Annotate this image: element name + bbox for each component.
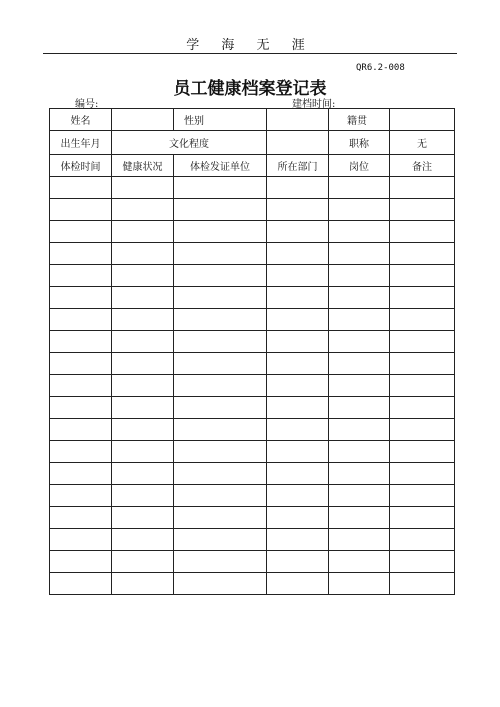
column-header: 备注	[390, 155, 455, 177]
table-row	[50, 265, 455, 287]
table-cell[interactable]	[50, 573, 112, 595]
table-cell[interactable]	[329, 419, 390, 441]
table-cell[interactable]	[112, 331, 174, 353]
table-cell[interactable]	[174, 243, 267, 265]
table-cell[interactable]	[50, 243, 112, 265]
table-cell[interactable]	[267, 265, 329, 287]
table-cell[interactable]	[112, 529, 174, 551]
column-header: 健康状况	[112, 155, 174, 177]
table-cell[interactable]	[329, 331, 390, 353]
table-cell[interactable]	[329, 397, 390, 419]
table-cell[interactable]	[390, 507, 455, 529]
table-cell[interactable]	[390, 331, 455, 353]
table-row-education-info	[50, 131, 455, 155]
table-row	[50, 331, 455, 353]
table-cell[interactable]	[174, 199, 267, 221]
table-cell[interactable]	[50, 199, 112, 221]
record-date-label: 建档时间:	[292, 99, 336, 110]
table-row	[50, 485, 455, 507]
table-cell[interactable]	[50, 507, 112, 529]
table-cell[interactable]	[50, 353, 112, 375]
table-cell[interactable]	[329, 507, 390, 529]
table-cell[interactable]	[267, 529, 329, 551]
table-cell[interactable]	[112, 551, 174, 573]
table-row	[50, 309, 455, 331]
table-cell[interactable]	[267, 463, 329, 485]
table-cell[interactable]	[50, 331, 112, 353]
table-cell[interactable]	[112, 441, 174, 463]
table-cell[interactable]	[112, 199, 174, 221]
table-cell[interactable]	[174, 309, 267, 331]
table-row	[50, 375, 455, 397]
birth-label: 出生年月	[50, 131, 112, 155]
table-cell[interactable]	[329, 463, 390, 485]
page-header-text: 学 海 无 涯	[186, 38, 314, 53]
table-cell[interactable]	[50, 287, 112, 309]
table-cell[interactable]	[390, 243, 455, 265]
table-cell[interactable]	[267, 221, 329, 243]
table-cell[interactable]	[112, 221, 174, 243]
table-cell[interactable]	[174, 287, 267, 309]
table-row	[50, 419, 455, 441]
table-cell[interactable]	[174, 353, 267, 375]
origin-value-cell[interactable]	[390, 109, 455, 131]
table-cell[interactable]	[174, 331, 267, 353]
table-cell[interactable]	[329, 375, 390, 397]
title-value: 无	[390, 131, 455, 155]
table-cell[interactable]	[390, 309, 455, 331]
table-cell[interactable]	[329, 287, 390, 309]
table-cell[interactable]	[267, 419, 329, 441]
table-row	[50, 529, 455, 551]
title-label: 职称	[329, 131, 390, 155]
table-row-column-headers	[50, 155, 455, 177]
table-cell[interactable]	[50, 397, 112, 419]
table-cell[interactable]	[390, 485, 455, 507]
table-cell[interactable]	[329, 199, 390, 221]
table-cell[interactable]	[112, 419, 174, 441]
table-cell[interactable]	[329, 243, 390, 265]
name-label: 姓名	[50, 109, 112, 131]
table-cell[interactable]	[112, 309, 174, 331]
table-row	[50, 573, 455, 595]
table-cell[interactable]	[112, 265, 174, 287]
table-cell[interactable]	[112, 353, 174, 375]
column-header: 所在部门	[267, 155, 329, 177]
table-cell[interactable]	[50, 265, 112, 287]
table-cell[interactable]	[329, 177, 390, 199]
table-cell[interactable]	[174, 573, 267, 595]
table-cell[interactable]	[390, 551, 455, 573]
table-row	[50, 463, 455, 485]
table-cell[interactable]	[50, 463, 112, 485]
table-cell[interactable]	[50, 441, 112, 463]
table-cell[interactable]	[390, 397, 455, 419]
table-cell[interactable]	[50, 529, 112, 551]
table-cell[interactable]	[174, 419, 267, 441]
table-cell[interactable]	[112, 243, 174, 265]
table-cell[interactable]	[174, 551, 267, 573]
table-cell[interactable]	[329, 551, 390, 573]
table-cell[interactable]	[174, 529, 267, 551]
table-cell[interactable]	[174, 221, 267, 243]
table-cell[interactable]	[329, 485, 390, 507]
table-cell[interactable]	[112, 485, 174, 507]
table-row	[50, 221, 455, 243]
table-cell[interactable]	[390, 265, 455, 287]
table-cell[interactable]	[50, 221, 112, 243]
table-row	[50, 353, 455, 375]
table-cell[interactable]	[50, 177, 112, 199]
education-value-cell[interactable]	[267, 131, 329, 155]
table-cell[interactable]	[390, 199, 455, 221]
table-cell[interactable]	[390, 221, 455, 243]
header-divider	[43, 53, 457, 54]
gender-label-cell	[174, 109, 267, 131]
table-cell[interactable]	[174, 265, 267, 287]
table-cell[interactable]	[329, 353, 390, 375]
table-cell[interactable]	[329, 309, 390, 331]
table-cell[interactable]	[174, 177, 267, 199]
table-cell[interactable]	[390, 287, 455, 309]
table-cell[interactable]	[329, 573, 390, 595]
form-title: 员工健康档案登记表	[173, 79, 327, 99]
table-cell[interactable]	[112, 177, 174, 199]
gender-value-cell[interactable]	[267, 109, 329, 131]
table-cell[interactable]	[174, 397, 267, 419]
table-cell[interactable]	[174, 507, 267, 529]
education-label: 文化程度	[112, 131, 267, 155]
table-cell[interactable]	[267, 551, 329, 573]
table-cell[interactable]	[50, 485, 112, 507]
table-row	[50, 551, 455, 573]
table-cell[interactable]	[390, 375, 455, 397]
table-cell[interactable]	[267, 199, 329, 221]
table-cell[interactable]	[174, 485, 267, 507]
table-cell[interactable]	[390, 441, 455, 463]
table-cell[interactable]	[112, 507, 174, 529]
table-row	[50, 199, 455, 221]
table-cell[interactable]	[174, 441, 267, 463]
table-cell[interactable]	[267, 397, 329, 419]
table-row	[50, 177, 455, 199]
table-cell[interactable]	[390, 529, 455, 551]
table-cell[interactable]	[329, 529, 390, 551]
number-label: 编号:	[75, 99, 99, 110]
column-header: 体检时间	[50, 155, 112, 177]
table-cell[interactable]	[267, 177, 329, 199]
table-row	[50, 507, 455, 529]
table-cell[interactable]	[112, 287, 174, 309]
table-cell[interactable]	[267, 573, 329, 595]
table-cell[interactable]	[267, 507, 329, 529]
table-cell[interactable]	[174, 375, 267, 397]
table-cell[interactable]	[50, 375, 112, 397]
table-row	[50, 397, 455, 419]
table-cell[interactable]	[329, 441, 390, 463]
table-cell[interactable]	[267, 243, 329, 265]
table-row-basic-info	[50, 109, 455, 131]
table-row	[50, 243, 455, 265]
table-cell[interactable]	[267, 331, 329, 353]
table-row	[50, 287, 455, 309]
table-cell[interactable]	[390, 419, 455, 441]
table-cell[interactable]	[390, 573, 455, 595]
table-cell[interactable]	[174, 463, 267, 485]
gender-label: 性别	[184, 116, 204, 127]
table-cell[interactable]	[112, 375, 174, 397]
health-record-table	[49, 108, 455, 595]
table-cell[interactable]	[50, 419, 112, 441]
column-header: 体检发证单位	[174, 155, 267, 177]
table-cell[interactable]	[390, 177, 455, 199]
form-code: QR6.2-008	[356, 63, 405, 73]
table-cell[interactable]	[329, 265, 390, 287]
table-cell[interactable]	[112, 397, 174, 419]
table-cell[interactable]	[112, 463, 174, 485]
origin-label: 籍贯	[329, 109, 390, 131]
table-cell[interactable]	[50, 551, 112, 573]
column-header: 岗位	[329, 155, 390, 177]
table-cell[interactable]	[267, 287, 329, 309]
table-cell[interactable]	[267, 485, 329, 507]
table-cell[interactable]	[267, 441, 329, 463]
table-cell[interactable]	[390, 463, 455, 485]
table-cell[interactable]	[267, 353, 329, 375]
table-cell[interactable]	[329, 221, 390, 243]
table-cell[interactable]	[112, 573, 174, 595]
table-row	[50, 441, 455, 463]
name-value-cell[interactable]	[112, 109, 174, 131]
table-cell[interactable]	[267, 375, 329, 397]
table-cell[interactable]	[267, 309, 329, 331]
table-cell[interactable]	[390, 353, 455, 375]
table-cell[interactable]	[50, 309, 112, 331]
